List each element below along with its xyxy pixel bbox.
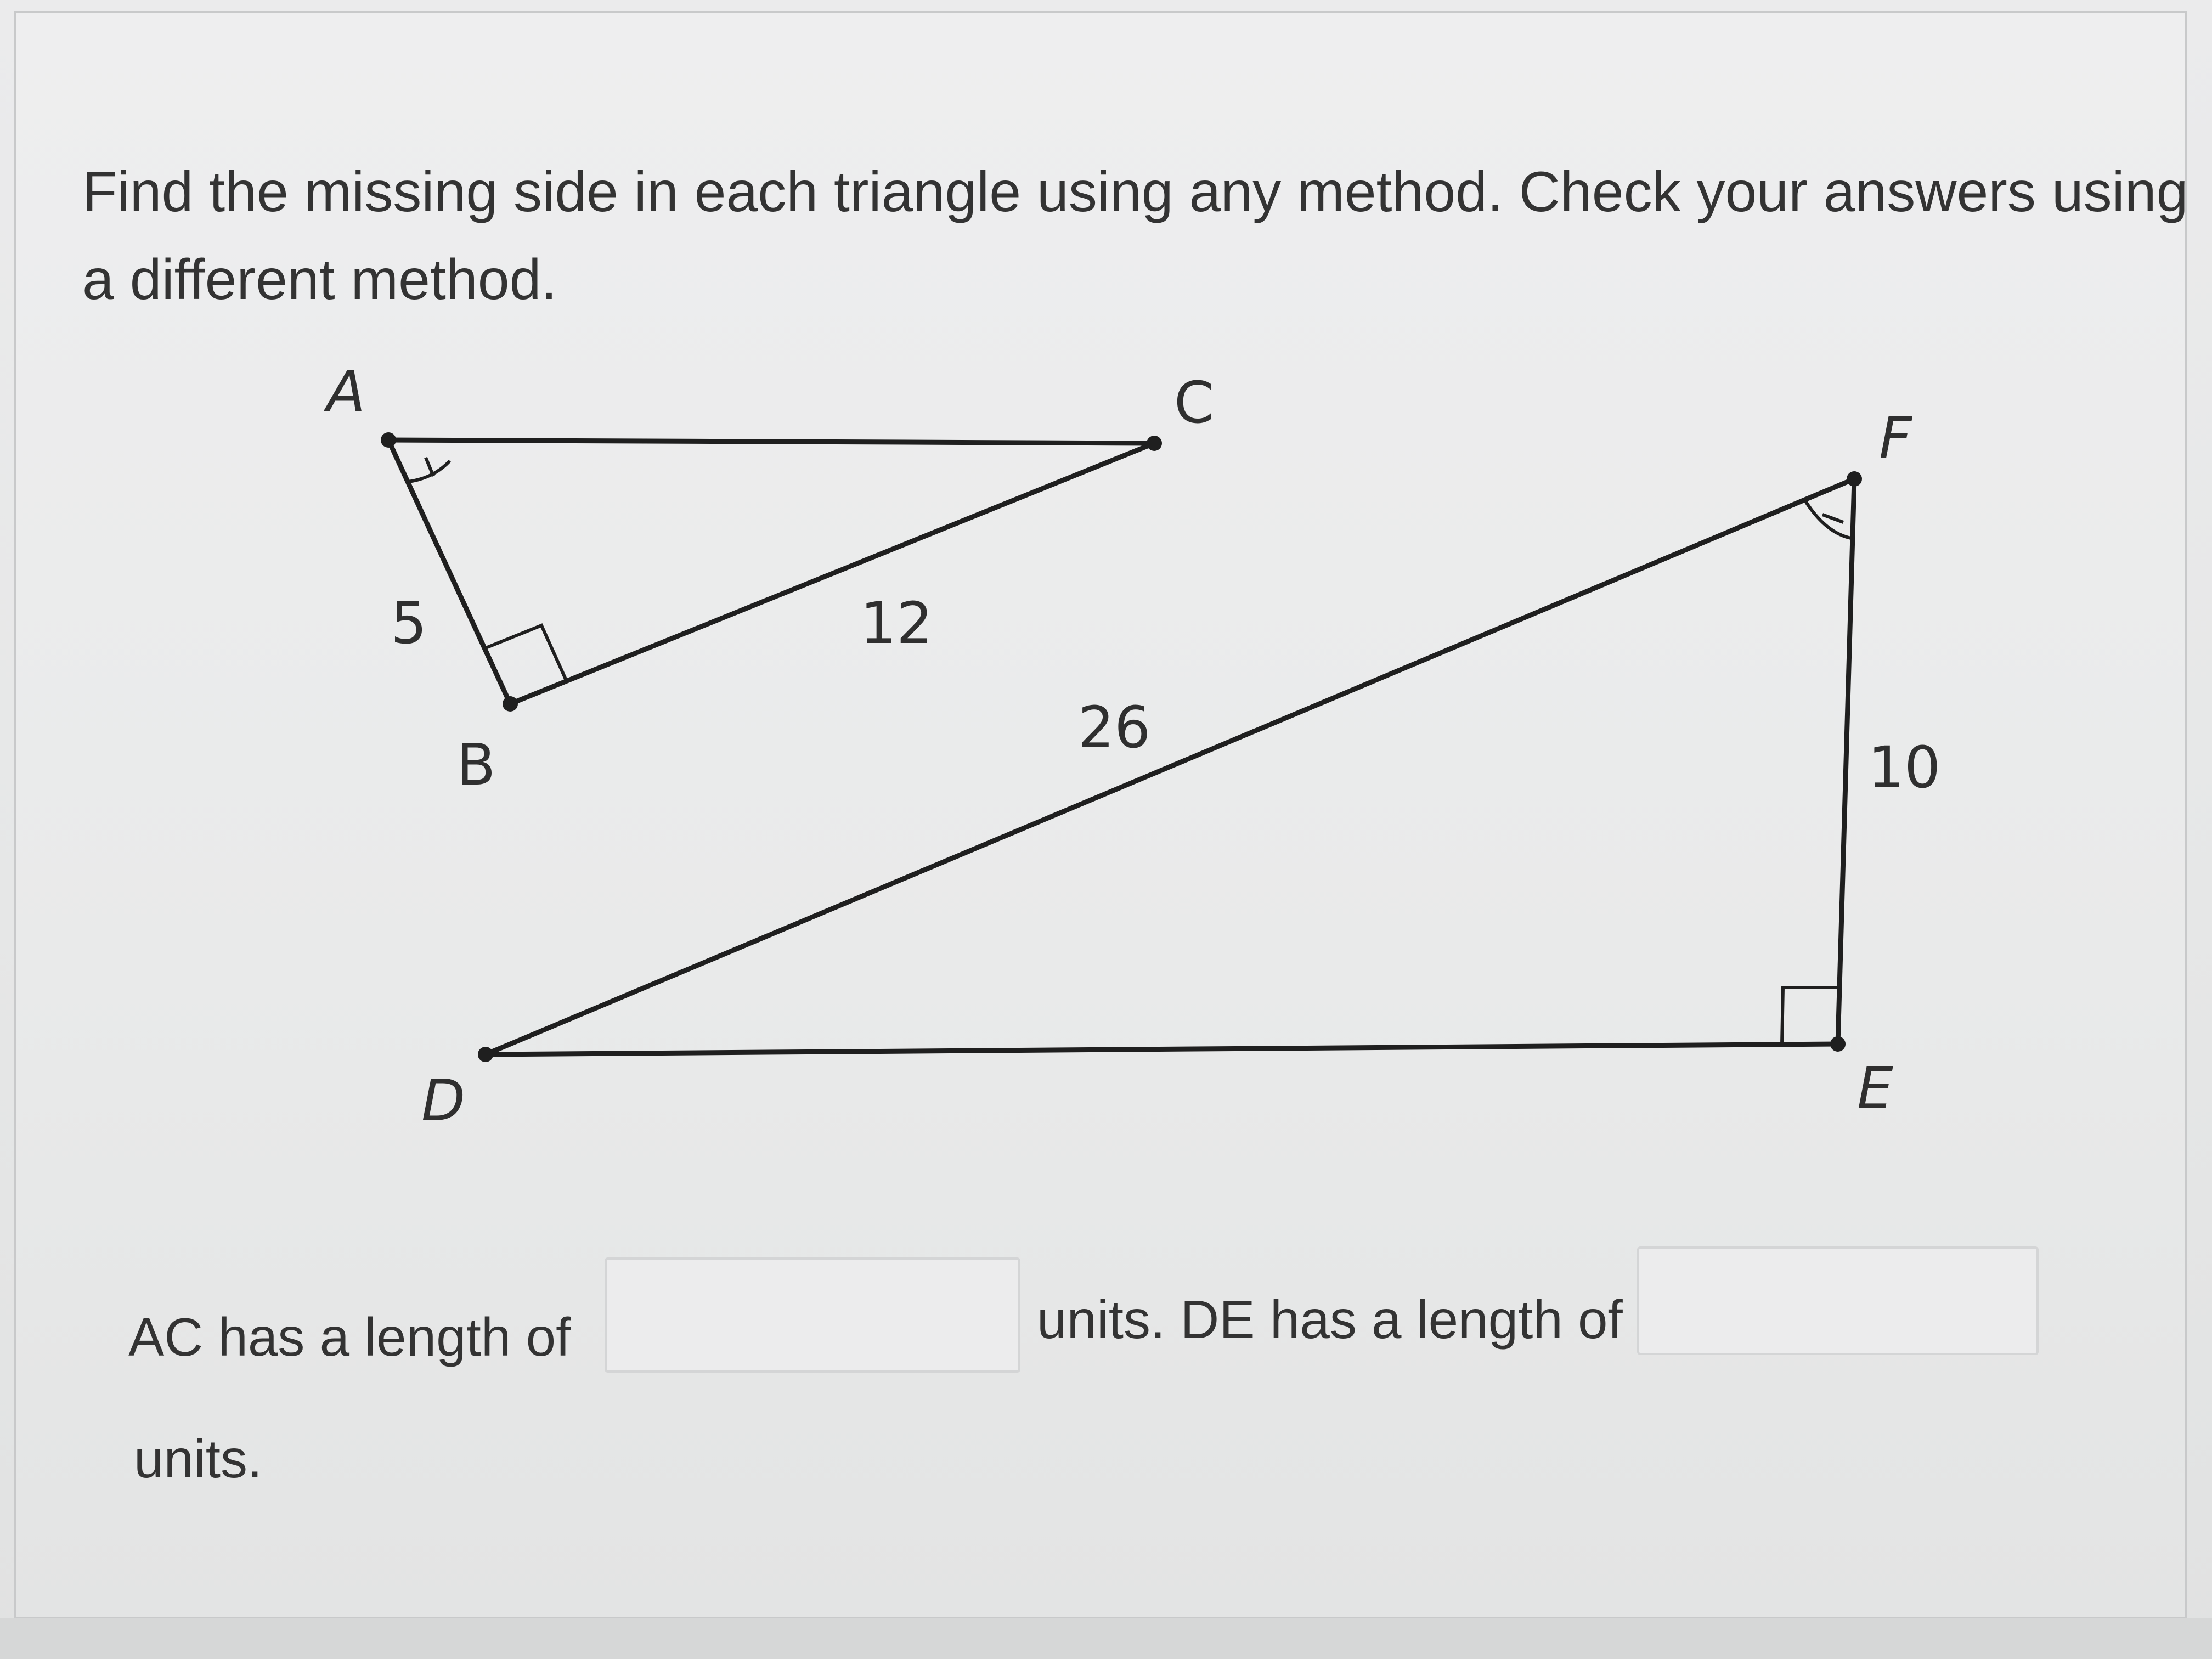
question-prompt: Find the missing side in each triangle using any method. Check your answers using a different method. [82,160,2188,312]
side-ef-line [1838,479,1854,1044]
side-ac-line [388,440,1154,443]
vertex-dot-c [1147,436,1162,451]
bottom-edge [0,1618,2212,1659]
angle-tick-f [1822,515,1843,522]
ac-length-input[interactable] [605,1257,1020,1373]
label-ef-length: 10 [1868,734,1941,801]
de-length-input[interactable] [1637,1246,2039,1355]
de-prefix-text: units. DE has a length of [1037,1289,1623,1350]
angle-marker-f [1805,500,1854,539]
label-ab-length: 5 [391,590,427,657]
side-de-line [486,1044,1838,1054]
side-ab-line [388,440,510,704]
units-suffix-text: units. [134,1429,263,1489]
label-b: B [456,731,496,798]
triangle-def [421,405,1940,1134]
angle-tick-a [426,458,433,476]
ac-prefix-text: AC has a length of [128,1307,571,1367]
side-df-line [486,479,1854,1054]
vertex-dot-a [381,432,396,448]
label-bc-length: 12 [860,590,933,657]
vertex-dot-f [1847,471,1862,487]
label-f: F [1879,405,1912,472]
label-df-length: 26 [1078,694,1151,761]
label-a: A [326,358,366,425]
label-d: D [421,1067,466,1134]
right-angle-marker-e [1782,988,1839,1045]
vertex-dot-b [503,696,518,712]
label-e: E [1857,1055,1893,1122]
label-c: C [1174,369,1214,436]
vertex-dot-e [1830,1036,1846,1052]
vertex-dot-d [478,1047,493,1062]
side-bc-line [510,443,1154,704]
